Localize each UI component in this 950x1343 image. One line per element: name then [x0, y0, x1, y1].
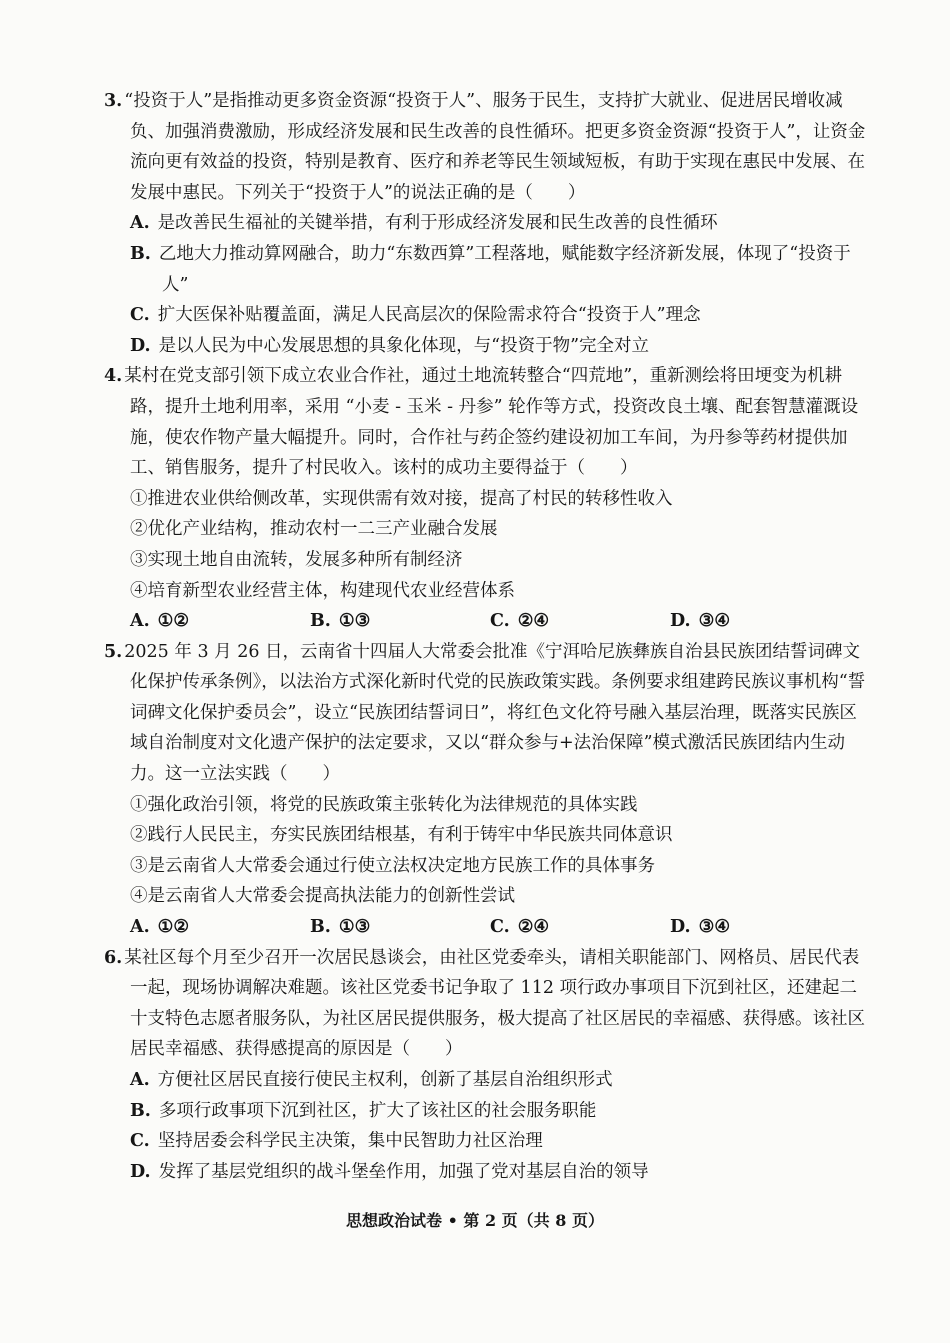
statement-2: ②优化产业结构，推动农村一二三产业融合发展 — [130, 519, 498, 540]
option-b: B. 乙地大力推动算网融合，助力“东数西算”工程落地，赋能数字经济新发展，体现了“投资于人” — [130, 243, 851, 295]
statement-1: ①推进农业供给侧改革，实现供需有效对接，提高了村民的转移性收入 — [130, 488, 673, 509]
option-c: C. 坚持居委会科学民主决策，集中民智助力社区治理 — [130, 1131, 543, 1152]
option-b: B. ①③ — [310, 611, 371, 632]
question-number: 4. — [104, 366, 123, 387]
option-d: D. 是以人民为中心发展思想的具象化体现，与“投资于物”完全对立 — [130, 335, 650, 356]
question-number: 3. — [104, 91, 123, 111]
page-footer: 思想政治试卷 • 第 2 页（共 8 页） — [346, 1211, 604, 1230]
statement-1: ①强化政治引领，将党的民族政策主张转化为法律规范的具体实践 — [130, 794, 638, 815]
option-c: C. ②④ — [490, 611, 550, 632]
question-number: 5. — [104, 641, 123, 662]
option-a: A. ①② — [130, 611, 190, 632]
option-a: A. 方便社区居民直接行使民主权利，创新了基层自治组织形式 — [130, 1070, 613, 1090]
question-list — [104, 86, 866, 1187]
question-text: 2025 年 3 月 26 日，云南省十四届人大常委会批准《宁洱哈尼族彝族自治县民族团结誓词碑文化保护传承条例》，以法治方式深化新时代党的民族政策实践。条例要求组建跨民族议事机构“誓词碑文化保护委员会”，设立“民族团结誓词日”，将红色文化符号融入基层治理，既落实民族区域自治制度对文化遗产保护的法定要求，又以“群众参与+法治保障”模式激活民族团结内生动力。这一立法实践（ ） — [124, 641, 866, 785]
question-stem — [104, 637, 866, 790]
question-stem — [104, 361, 866, 483]
question-text: 某社区每个月至少召开一次居民恳谈会，由社区党委牵头，请相关职能部门、网格员、居民代表一起，现场协调解决难题。该社区党委书记争取了 112 项行政办事项目下沉到社区，还建起二十支特色志愿者服务队，为社区居民提供服务，极大提高了社区居民的幸福感、获得感。该社区居民幸福感、获得感提高的原因是（ ） — [124, 947, 865, 1060]
option-c: C. ②④ — [490, 917, 550, 938]
question-6 — [104, 943, 866, 1188]
option-d: D. 发挥了基层党组织的战斗堡垒作用，加强了党对基层自治的领导 — [130, 1161, 649, 1182]
statement-3: ③实现土地自由流转，发展多种所有制经济 — [130, 549, 463, 570]
question-4 — [104, 361, 866, 636]
option-a: A. ①② — [130, 917, 190, 938]
question-5 — [104, 637, 866, 943]
option-row — [130, 606, 866, 637]
statement-4: ④是云南省人大常委会提高执法能力的创新性尝试 — [130, 886, 515, 907]
option-b: B. 多项行政事项下沉到社区，扩大了该社区的社会服务职能 — [130, 1100, 597, 1121]
question-text: “投资于人”是指推动更多资金资源“投资于人”、服务于民生，支持扩大就业、促进居民增收减负、加强消费激励，形成经济发展和民生改善的良性循环。把更多资金资源“投资于人”，让资金流向更有效益的投资，特别是教育、医疗和养老等民生领域短板，有助于实现在惠民中发展、在发展中惠民。下列关于“投资于人”的说法正确的是（ ） — [124, 91, 866, 203]
option-c: C. 扩大医保补贴覆盖面，满足人民高层次的保险需求符合“投资于人”理念 — [130, 305, 701, 326]
question-3 — [104, 86, 866, 361]
option-a: A. 是改善民生福祉的关键举措，有利于形成经济发展和民生改善的良性循环 — [130, 213, 718, 234]
option-d: D. ③④ — [670, 917, 731, 938]
option-d: D. ③④ — [670, 611, 731, 632]
question-stem — [104, 943, 866, 1065]
question-stem — [104, 86, 866, 208]
statement-4: ④培育新型农业经营主体，构建现代农业经营体系 — [130, 580, 515, 601]
question-number: 6. — [104, 947, 123, 968]
option-row — [130, 912, 866, 943]
option-b: B. ①③ — [310, 917, 371, 938]
statement-2: ②践行人民民主，夯实民族团结根基，有利于铸牢中华民族共同体意识 — [130, 825, 673, 846]
question-text: 某村在党支部引领下成立农业合作社，通过土地流转整合“四荒地”，重新测绘将田埂变为机耕路，提升土地利用率，采用 “小麦 - 玉米 - 丹参” 轮作等方式，投资改良土壤、配套智慧灌溉设施，使农作物产量大幅提升。同时，合作社与药企签约建设初加工车间，为丹参等药材提供加工、销售服务，提升了村民收入。该村的成功主要得益于（ ） — [124, 366, 859, 479]
statement-3: ③是云南省人大常委会通过行使立法权决定地方民族工作的具体事务 — [130, 855, 655, 876]
